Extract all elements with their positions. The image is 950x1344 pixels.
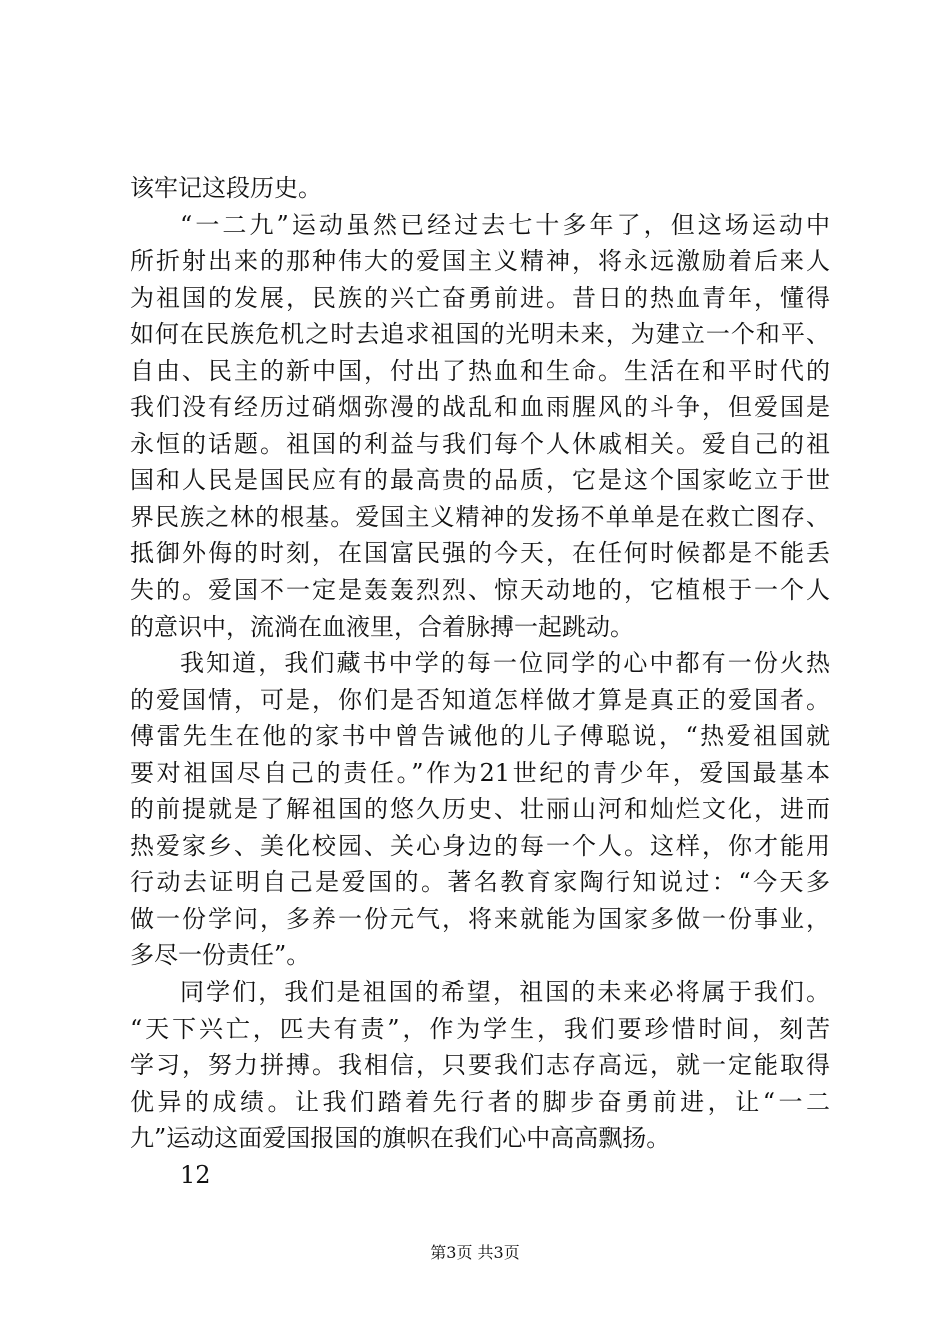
text-line: 的前提就是了解祖国的悠久历史、壮丽山河和灿烂文化，进而 bbox=[130, 795, 830, 824]
text-line: 多尽一份责任”。 bbox=[130, 941, 311, 970]
text-line: 傅雷先生在他的家书中曾告诫他的儿子傅聪说，“热爱祖国就 bbox=[130, 722, 830, 751]
text-line: 学习，努力拼搏。我相信，只要我们志存高远，就一定能取得 bbox=[130, 1051, 830, 1080]
text-line: 所折射出来的那种伟大的爱国主义精神，将永远激励着后来人 bbox=[130, 247, 830, 276]
text-line: 热爱家乡、美化校园、关心身边的每一个人。这样，你才能用 bbox=[130, 831, 830, 860]
text-line: 永恒的话题。祖国的利益与我们每个人休戚相关。爱自己的祖 bbox=[130, 429, 830, 458]
text-line: 优异的成绩。让我们踏着先行者的脚步奋勇前进，让“一二 bbox=[130, 1087, 830, 1116]
paragraph-first-line: “一二九”运动虽然已经过去七十多年了，但这场运动中 bbox=[180, 210, 830, 239]
text-line: 界民族之林的根基。爱国主义精神的发扬不单单是在救亡图存、 bbox=[130, 502, 830, 531]
text-line: 我们没有经历过硝烟弥漫的战乱和血雨腥风的斗争，但爱国是 bbox=[130, 393, 830, 422]
text-line: 抵御外侮的时刻，在国富民强的今天，在任何时候都是不能丢 bbox=[130, 539, 830, 568]
page-number-text: 12 bbox=[180, 1160, 211, 1189]
paragraph-first-line: 同学们，我们是祖国的希望，祖国的未来必将属于我们。 bbox=[180, 978, 830, 1007]
text-line: “天下兴亡，匹夫有责”，作为学生，我们要珍惜时间，刻苦 bbox=[130, 1014, 830, 1043]
text-line: 失的。爱国不一定是轰轰烈烈、惊天动地的，它植根于一个人 bbox=[130, 576, 830, 605]
text-line: 做一份学问，多养一份元气，将来就能为国家多做一份事业， bbox=[130, 904, 830, 933]
text-line: 的爱国情，可是，你们是否知道怎样做才算是真正的爱国者。 bbox=[130, 685, 830, 714]
text-line: 该牢记这段历史。 bbox=[130, 174, 322, 202]
text-line: 的意识中，流淌在血液里，合着脉搏一起跳动。 bbox=[130, 612, 634, 641]
body-text bbox=[130, 170, 830, 1193]
text-line: 自由、民主的新中国，付出了热血和生命。生活在和平时代的 bbox=[130, 356, 830, 385]
text-line: 要对祖国尽自己的责任。”作为21世纪的青少年，爱国最基本 bbox=[130, 758, 830, 787]
paragraph-first-line: 我知道，我们藏书中学的每一位同学的心中都有一份火热 bbox=[180, 649, 830, 678]
text-line: 行动去证明自己是爱国的。著名教育家陶行知说过：“今天多 bbox=[130, 868, 830, 897]
text-line: 国和人民是国民应有的最高贵的品质，它是这个国家屹立于世 bbox=[130, 466, 830, 495]
page-footer: 第3页 共3页 bbox=[430, 1243, 520, 1262]
text-line: 如何在民族危机之时去追求祖国的光明未来，为建立一个和平、 bbox=[130, 320, 830, 349]
text-line: 为祖国的发展，民族的兴亡奋勇前进。昔日的热血青年，懂得 bbox=[130, 283, 830, 312]
text-line: 九”运动这面爱国报国的旗帜在我们心中高高飘扬。 bbox=[130, 1124, 671, 1153]
